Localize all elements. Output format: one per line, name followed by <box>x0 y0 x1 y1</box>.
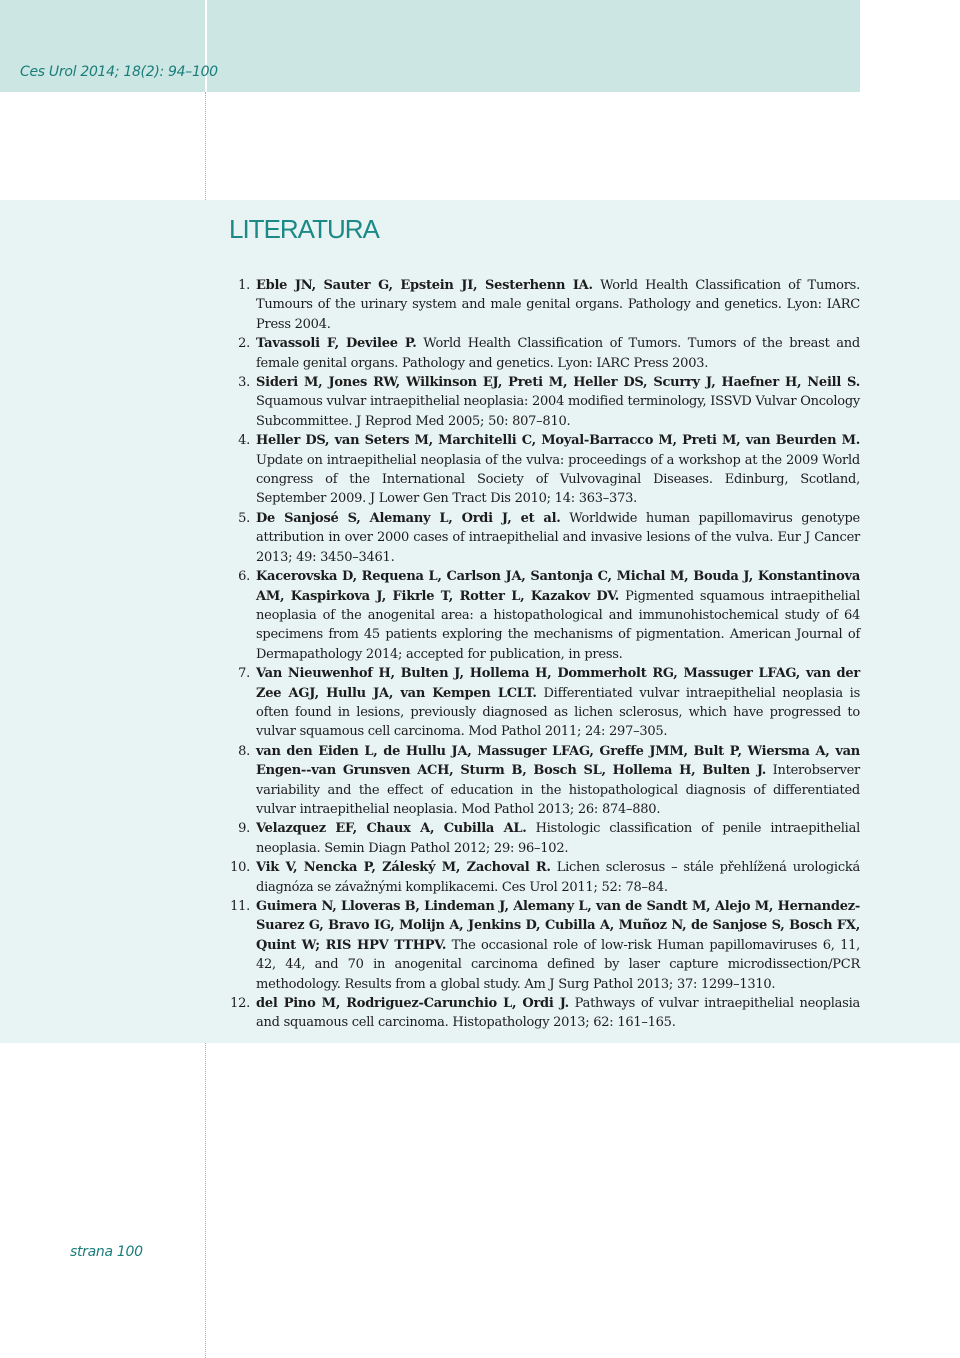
reference-item <box>230 664 860 742</box>
reference-number: 10. <box>230 860 250 876</box>
reference-item <box>230 276 860 334</box>
reference-text: Pathways of vulvar intraepithelial neoplasia and squamous cell carcinoma. Histopathology 2013; 62: 161–165. <box>256 996 860 1031</box>
reference-authors: Van Nieuwenhof H, Bulten J, Hollema H, Dommerholt RG, Massuger LFAG, van der Zee AGJ, Hullu JA, van Kempen LCLT. <box>256 666 860 701</box>
reference-text: World Health Classification of Tumors. Tumours of the urinary system and male genital organs. Pathology and genetics. Lyon: IARC Press 2004. <box>256 278 860 332</box>
reference-item <box>230 567 860 664</box>
reference-number: 3. <box>238 375 250 391</box>
reference-number: 4. <box>238 433 250 449</box>
reference-authors: De Sanjosé S, Alemany L, Ordi J, et al. <box>256 510 561 526</box>
reference-item <box>230 334 860 373</box>
reference-authors: van den Eiden L, de Hullu JA, Massuger LFAG, Greffe JMM, Bult P, Wiersma A, van Engen--van Grunsven ACH, Sturm B, Bosch SL, Hollema H, Bulten J. <box>256 743 860 779</box>
reference-item <box>230 742 860 820</box>
reference-text: Squamous vulvar intraepithelial neoplasia: 2004 modified terminology, ISSVD Vulvar Oncology Subcommittee. J Reprod Med 2005; 50: 807–810. <box>256 394 860 429</box>
reference-number: 7. <box>238 666 250 682</box>
reference-text: Histologic classification of penile intraepithelial neoplasia. Semin Diagn Pathol 2012; 29: 96–102. <box>256 821 860 856</box>
page-number: strana 100 <box>70 1244 143 1260</box>
reference-text: Lichen sclerosus – stále přehlížená urologická diagnóza se závažnými komplikacemi. Ces Urol 2011; 52: 78–84. <box>256 860 860 895</box>
reference-text: The occasional role of low-risk Human papillomaviruses 6, 11, 42, 44, and 70 in anogenital carcinoma defined by laser capture microdissection/PCR methodology. Results from a global study. Am J Surg Pathol 2013; 37: 1299–1310. <box>256 937 861 992</box>
reference-authors: Kacerovska D, Requena L, Carlson JA, Santonja C, Michal M, Bouda J, Konstantinova AM, Kaspirkova J, Fikrle T, Rotter L, Kazakov DV. <box>256 569 860 604</box>
reference-number: 5. <box>238 510 250 526</box>
reference-number: 1. <box>238 278 250 293</box>
journal-reference: Ces Urol 2014; 18(2): 94–100 <box>20 64 218 80</box>
reference-authors: Velazquez EF, Chaux A, Cubilla AL. <box>256 821 527 837</box>
reference-text: Interobserver variability and the effect of education in the histopathological diagnosis of differentiated vulvar intraepithelial neoplasia. Mod Pathol 2013; 26: 874–880. <box>256 763 860 817</box>
reference-text: World Health Classification of Tumors. Tumors of the breast and female genital organs. Pathology and genetics. Lyon: IARC Press 2003. <box>256 336 860 371</box>
reference-item <box>230 819 860 858</box>
section-title: LITERATURA <box>229 214 379 244</box>
reference-text: Differentiated vulvar intraepithelial neoplasia is often found in lesions, previously diagnosed as lichen sclerosus, which have progressed to vulvar squamous cell carcinoma. Mod Pathol 2011; 24: 297–305. <box>256 685 860 740</box>
reference-item <box>230 858 860 897</box>
reference-authors: del Pino M, Rodriguez-Carunchio L, Ordi J. <box>256 996 569 1012</box>
reference-list <box>230 276 860 1033</box>
reference-authors: Vik V, Nencka P, Záleský M, Zachoval R. <box>256 860 551 876</box>
reference-item <box>230 509 860 567</box>
reference-number: 9. <box>238 821 250 837</box>
reference-item <box>230 994 860 1033</box>
reference-text: Worldwide human papillomavirus genotype attribution in over 2000 cases of intraepithelial and invasive lesions of the vulva. Eur J Cancer 2013; 49: 3450–3461. <box>256 510 861 565</box>
reference-item <box>230 431 860 509</box>
reference-authors: Sideri M, Jones RW, Wilkinson EJ, Preti M, Heller DS, Scurry J, Haefner H, Neill S. <box>256 375 860 391</box>
reference-number: 12. <box>230 996 250 1012</box>
reference-text: Pigmented squamous intraepithelial neoplasia of the anogenital area: a histopathological and immunohistochemical study of 64 specimens from 45 patients exploring the mechanisms of pigmentation. American Journal of Dermapathology 2014; accepted for publication, in press. <box>256 588 860 662</box>
reference-number: 8. <box>238 743 250 759</box>
reference-authors: Tavassoli F, Devilee P. <box>256 336 417 352</box>
reference-item <box>230 373 860 431</box>
reference-text: Update on intraepithelial neoplasia of the vulva: proceedings of a workshop at the 2009 World congress of the International Society of Vulvovaginal Diseases. Edinburg, Scotland, September 2009. J Lower Gen Tract Dis 2010; 14: 363–373. <box>256 452 860 507</box>
reference-item <box>230 897 860 994</box>
reference-number: 11. <box>230 899 250 914</box>
reference-authors: Heller DS, van Seters M, Marchitelli C, Moyal-Barracco M, Preti M, van Beurden M. <box>256 433 860 449</box>
reference-number: 2. <box>238 336 250 352</box>
reference-authors: Eble JN, Sauter G, Epstein JI, Sesterhenn IA. <box>256 278 593 293</box>
reference-authors: Guimera N, Lloveras B, Lindeman J, Alemany L, van de Sandt M, Alejo M, Hernandez-Suarez G, Bravo IG, Molijn A, Jenkins D, Cubilla A, Muñoz N, de Sanjose S, Bosch FX, Quint W; RIS HPV TTHPV. <box>256 899 860 953</box>
reference-number: 6. <box>238 569 250 585</box>
